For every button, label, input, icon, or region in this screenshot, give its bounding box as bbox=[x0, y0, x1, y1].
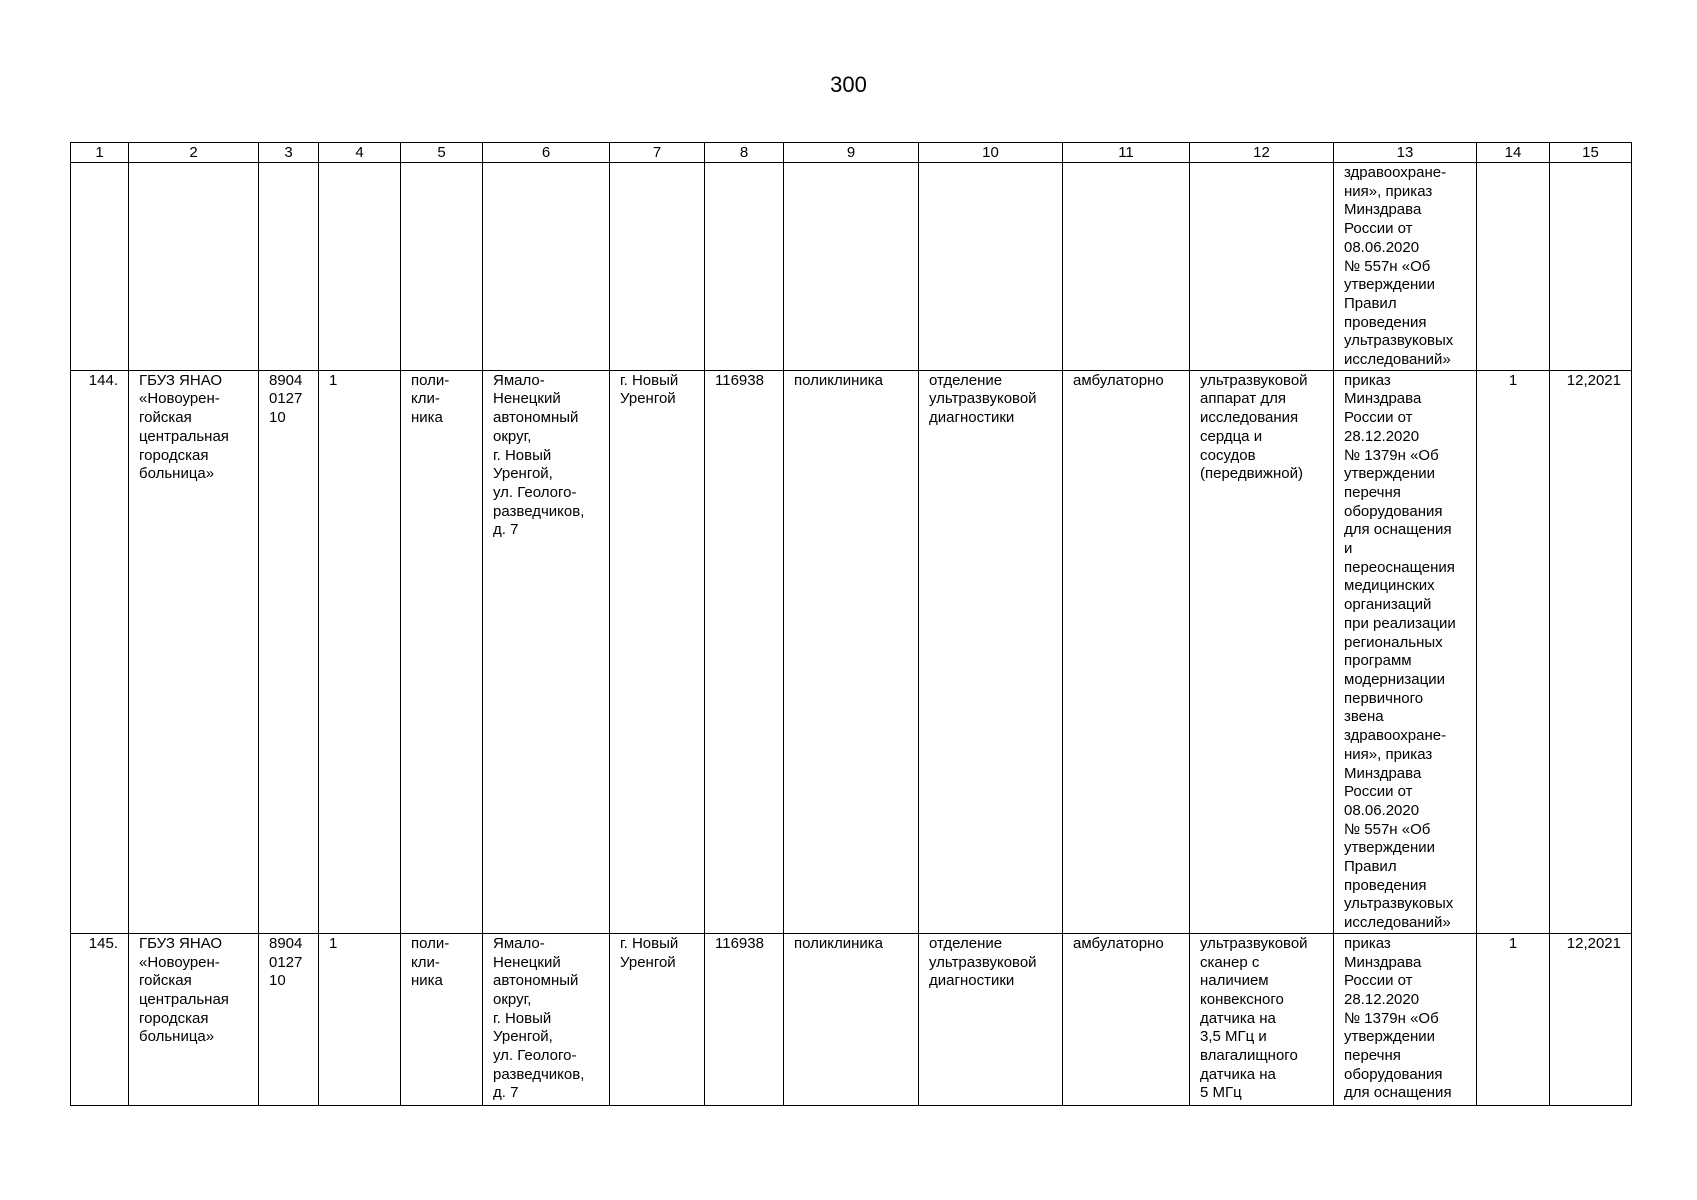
cell-care-form: амбулаторно bbox=[1063, 370, 1190, 933]
cell-organization: ГБУЗ ЯНАО «Новоурен- гойская центральная городская больница» bbox=[129, 933, 259, 1105]
cell-facility: поликлиника bbox=[784, 933, 919, 1105]
column-number: 14 bbox=[1477, 143, 1550, 163]
column-number: 7 bbox=[610, 143, 705, 163]
cell-code bbox=[259, 163, 319, 371]
cell-col8 bbox=[705, 163, 784, 371]
column-number: 11 bbox=[1063, 143, 1190, 163]
column-number: 2 bbox=[129, 143, 259, 163]
cell-quantity: 1 bbox=[1477, 933, 1550, 1105]
cell-equipment bbox=[1190, 163, 1334, 371]
cell-type: поли- кли- ника bbox=[401, 370, 483, 933]
cell-col8: 116938 bbox=[705, 933, 784, 1105]
column-number-row bbox=[71, 143, 1632, 163]
cell-quantity bbox=[1477, 163, 1550, 371]
column-number: 13 bbox=[1334, 143, 1477, 163]
cell-care-form bbox=[1063, 163, 1190, 371]
cell-code: 8904 0127 10 bbox=[259, 370, 319, 933]
column-number: 15 bbox=[1550, 143, 1632, 163]
cell-department: отделение ультразвуковой диагностики bbox=[919, 370, 1063, 933]
column-number: 12 bbox=[1190, 143, 1334, 163]
column-number: 8 bbox=[705, 143, 784, 163]
cell-care-form: амбулаторно bbox=[1063, 933, 1190, 1105]
equipment-table bbox=[70, 142, 1632, 1106]
cell-city: г. Новый Уренгой bbox=[610, 933, 705, 1105]
cell-code: 8904 0127 10 bbox=[259, 933, 319, 1105]
cell-col8: 116938 bbox=[705, 370, 784, 933]
cell-address: Ямало- Ненецкий автономный округ, г. Новый Уренгой, ул. Геолого- разведчиков, д. 7 bbox=[483, 370, 610, 933]
cell-city bbox=[610, 163, 705, 371]
cell-number: 145. bbox=[71, 933, 129, 1105]
table-row-145 bbox=[71, 933, 1632, 1105]
cell-facility bbox=[784, 163, 919, 371]
cell-regulation: здравоохране- ния», приказ Минздрава России от 08.06.2020 № 557н «Об утверждении Правил проведения ультразвуковых исследований» bbox=[1334, 163, 1477, 371]
cell-quantity: 1 bbox=[1477, 370, 1550, 933]
cell-regulation: приказ Минздрава России от 28.12.2020 № 1379н «Об утверждении перечня оборудования для оснащения bbox=[1334, 933, 1477, 1105]
cell-equipment: ультразвуковой аппарат для исследования сердца и сосудов (передвижной) bbox=[1190, 370, 1334, 933]
table-row-144 bbox=[71, 370, 1632, 933]
column-number: 4 bbox=[319, 143, 401, 163]
column-number: 6 bbox=[483, 143, 610, 163]
cell-organization bbox=[129, 163, 259, 371]
cell-regulation: приказ Минздрава России от 28.12.2020 № 1379н «Об утверждении перечня оборудования для оснащения и переоснащения медицинских организаций при реализации региональных программ модернизации первичного звена здравоохране- ния», приказ Минздрава России от 08.06.2020 № 557н «Об утверждении Правил проведения ультразвуковых исследований» bbox=[1334, 370, 1477, 933]
cell-address: Ямало- Ненецкий автономный округ, г. Новый Уренгой, ул. Геолого- разведчиков, д. 7 bbox=[483, 933, 610, 1105]
cell-type: поли- кли- ника bbox=[401, 933, 483, 1105]
cell-address bbox=[483, 163, 610, 371]
cell-date: 12,2021 bbox=[1550, 370, 1632, 933]
cell-department bbox=[919, 163, 1063, 371]
cell-facility: поликлиника bbox=[784, 370, 919, 933]
cell-col4: 1 bbox=[319, 370, 401, 933]
cell-department: отделение ультразвуковой диагностики bbox=[919, 933, 1063, 1105]
cell-organization: ГБУЗ ЯНАО «Новоурен- гойская центральная городская больница» bbox=[129, 370, 259, 933]
cell-col4: 1 bbox=[319, 933, 401, 1105]
cell-col4 bbox=[319, 163, 401, 371]
column-number: 5 bbox=[401, 143, 483, 163]
page-number: 300 bbox=[830, 72, 867, 97]
column-number: 9 bbox=[784, 143, 919, 163]
column-number: 3 bbox=[259, 143, 319, 163]
cell-number bbox=[71, 163, 129, 371]
cell-equipment: ультразвуковой сканер с наличием конвексного датчика на 3,5 МГц и влагалищного датчика на 5 МГц bbox=[1190, 933, 1334, 1105]
table-row-continuation bbox=[71, 163, 1632, 371]
cell-number: 144. bbox=[71, 370, 129, 933]
cell-date bbox=[1550, 163, 1632, 371]
column-number: 10 bbox=[919, 143, 1063, 163]
column-number: 1 bbox=[71, 143, 129, 163]
cell-date: 12,2021 bbox=[1550, 933, 1632, 1105]
cell-city: г. Новый Уренгой bbox=[610, 370, 705, 933]
cell-type bbox=[401, 163, 483, 371]
